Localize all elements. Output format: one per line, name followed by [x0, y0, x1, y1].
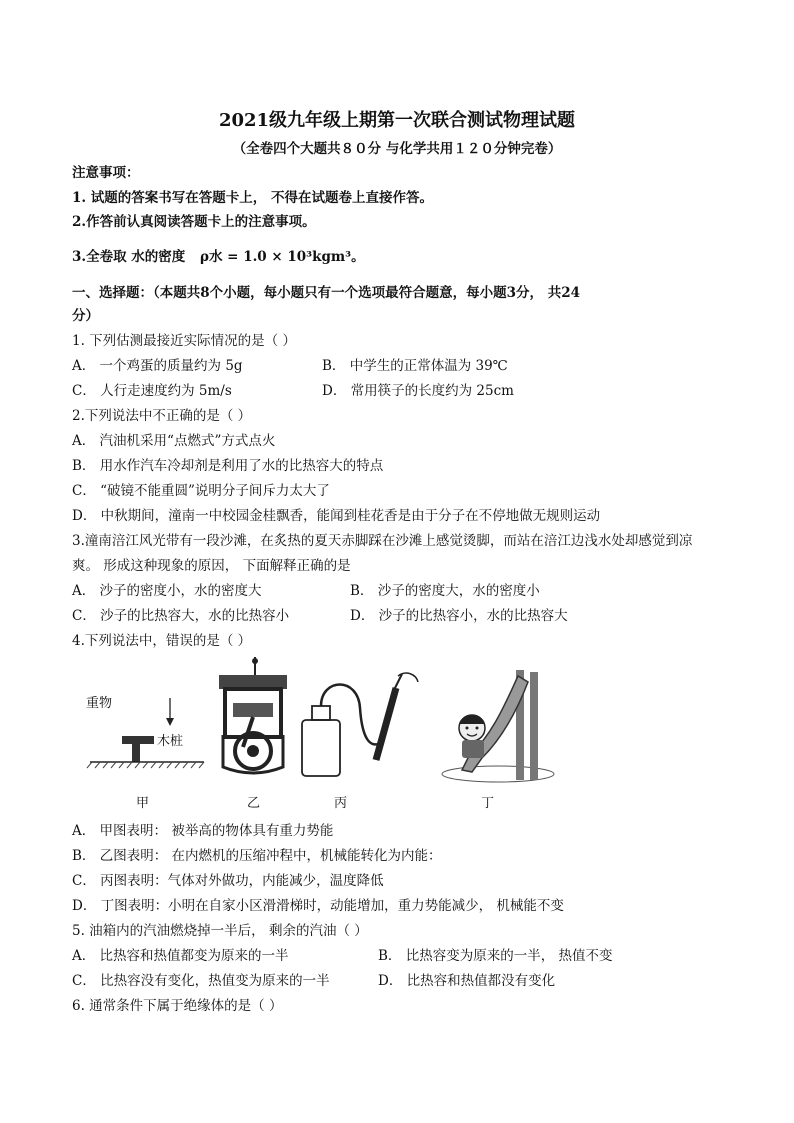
figure-bottle-pump: [298, 668, 428, 780]
caption-jia: 甲: [136, 796, 150, 811]
q2-stem: 2.下列说法中不正确的是（ ）: [72, 408, 252, 424]
q5-option-b: B． 比热容变为原来的一半， 热值不变: [378, 948, 613, 964]
q5-option-a: A． 比热容和热值都变为原来的一半: [72, 948, 289, 964]
q3-option-c: C． 沙子的比热容大，水的比热容小: [72, 608, 290, 624]
q4-stem: 4.下列说法中，错误的是（ ）: [72, 633, 252, 649]
label-stake: 木桩: [157, 734, 184, 749]
density-formula: ρ水 = 1.0 × 10³kgm³。: [200, 249, 365, 265]
label-weight: 重物: [86, 696, 113, 711]
q1-stem: 1. 下列估测最接近实际情况的是（ ）: [72, 333, 296, 349]
page-subtitle: （全卷四个大题共８０分 与化学共用１２０分钟完卷）: [232, 141, 562, 157]
q3-option-b: B． 沙子的密度大，水的密度小: [350, 583, 540, 599]
q4-option-d: D． 丁图表明：小明在自家小区滑滑梯时，动能增加，重力势能减少， 机械能不变: [72, 898, 564, 914]
q3-stem: 3.潼南涪江风光带有一段沙滩，在炙热的夏天赤脚踩在沙滩上感觉烫脚，而站在涪江边浅水处却感觉到凉: [72, 533, 693, 549]
q3-stem-cont: 爽。 形成这种现象的原因， 下面解释正确的是: [72, 558, 351, 574]
q2-option-b: B． 用水作汽车冷却剂是利用了水的比热容大的特点: [72, 458, 384, 474]
q5-option-d: D． 比热容和热值都没有变化: [378, 973, 556, 989]
note-2: 2.作答前认真阅读答题卡上的注意事项。: [72, 214, 316, 230]
caption-bing: 丙: [334, 796, 348, 811]
caption-yi: 乙: [247, 796, 261, 811]
note-3: [72, 248, 365, 266]
figure-engine: [213, 655, 293, 780]
q5-option-c: C． 比热容没有变化，热值变为原来的一半: [72, 973, 330, 989]
figure-slide: [438, 662, 556, 784]
q3-option-a: A． 沙子的密度小，水的密度大: [72, 583, 262, 599]
q5-stem: 5. 油箱内的汽油燃烧掉一半后， 剩余的汽油（ ）: [72, 923, 368, 939]
q1-option-b: B． 中学生的正常体温为 39℃: [322, 358, 508, 374]
q4-option-a: A． 甲图表明： 被举高的物体具有重力势能: [72, 823, 334, 839]
note-1: 1. 试题的答案书写在答题卡上， 不得在试题卷上直接作答。: [72, 190, 433, 206]
section-1-heading-cont: 分）: [72, 308, 99, 324]
q1-option-c: C． 人行走速度约为 5m/s: [72, 383, 232, 399]
q6-stem: 6. 通常条件下属于绝缘体的是（ ）: [72, 998, 283, 1014]
q1-option-d: D． 常用筷子的长度约为 25cm: [322, 383, 514, 399]
note-3-text: 3.全卷取 水的密度: [72, 249, 186, 265]
notes-heading: 注意事项：: [72, 165, 140, 181]
q4-option-b: B． 乙图表明： 在内燃机的压缩冲程中，机械能转化为内能：: [72, 848, 442, 864]
q2-option-a: A． 汽油机采用“点燃式”方式点火: [72, 433, 276, 449]
caption-ding: 丁: [481, 796, 495, 811]
q4-option-c: C． 丙图表明：气体对外做功，内能减少，温度降低: [72, 873, 384, 889]
q3-option-d: D． 沙子的比热容小，水的比热容大: [350, 608, 568, 624]
q2-option-d: D． 中秋期间，潼南一中校园金桂飘香，能闻到桂花香是由于分子在不停地做无规则运动: [72, 508, 601, 524]
q2-option-c: C． “破镜不能重圆”说明分子间斥力太大了: [72, 483, 330, 499]
page-title: 2021级九年级上期第一次联合测试物理试题: [218, 110, 576, 131]
q1-option-a: A． 一个鸡蛋的质量约为 5g: [72, 358, 243, 374]
section-1-heading: 一、选择题：（本题共8个小题，每小题只有一个选项最符合题意，每小题3分， 共24: [72, 285, 581, 301]
